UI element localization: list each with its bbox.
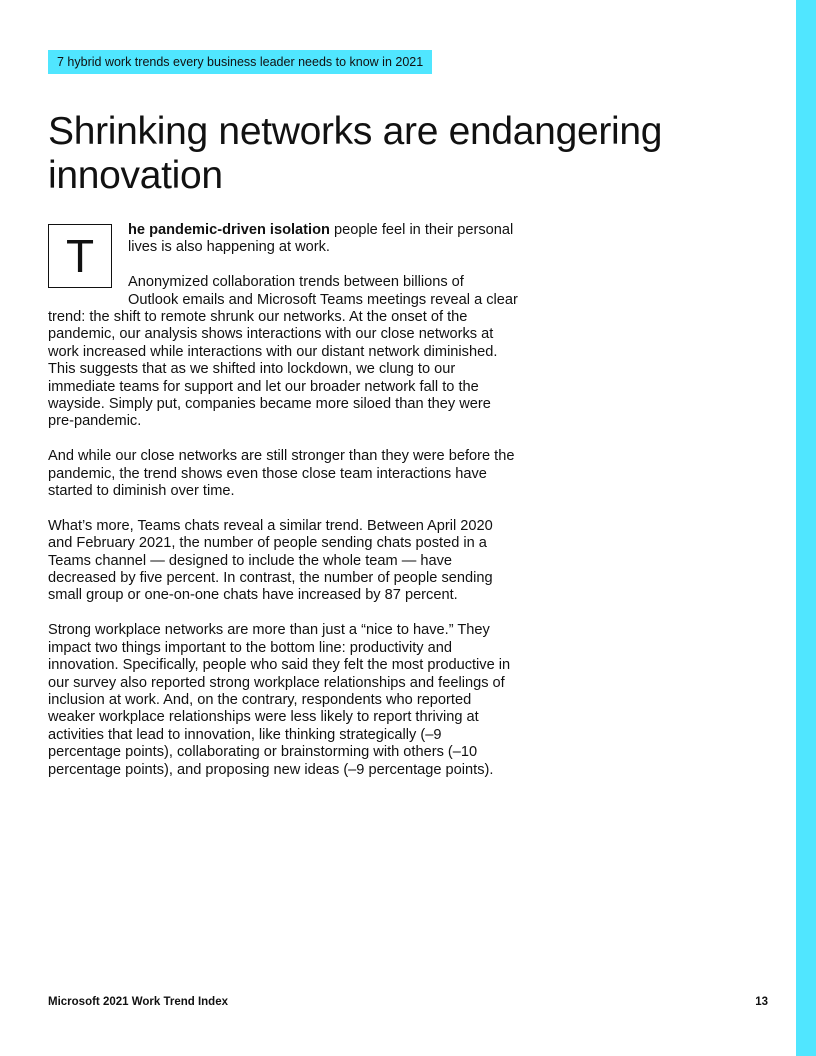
footer-publication: Microsoft 2021 Work Trend Index xyxy=(48,996,229,1008)
section-tag: 7 hybrid work trends every business leader needs to know in 2021 xyxy=(48,50,432,74)
paragraph-3: What’s more, Teams chats reveal a similar trend. Between April 2020 and February 2021, the number of people sending chats posted in a Teams channel — designed to include the whole team — have decreased by five percent. In contrast, the number of people sending small group or one-on-one chats have increased by 87 percent. xyxy=(48,517,493,604)
page-title: Shrinking networks are endangering innovation xyxy=(48,110,663,197)
page-number: 13 xyxy=(755,996,768,1008)
drop-cap: T xyxy=(48,224,112,288)
lead-bold-text: he pandemic-driven isolation xyxy=(128,222,330,238)
accent-side-bar xyxy=(796,0,816,1056)
paragraph-2: And while our close networks are still stronger than they were before the pandemic, the trend shows even those close team interactions have started to diminish over time. xyxy=(48,448,515,500)
article-body xyxy=(48,222,518,796)
lead-paragraph xyxy=(48,222,518,257)
paragraph-1: Anonymized collaboration trends between billions of Outlook emails and Microsoft Teams meetings reveal a clear trend: the shift to remote shrunk our networks. At the onset of the pandemic, our analysis shows interactions with our close networks at work increased while interactions with our distant network diminished. This suggests that as we shifted into lockdown, we clung to our immediate teams for support and let our broader network fall to the wayside. Simply put, companies became more siloed than they were pre-pandemic. xyxy=(48,274,518,430)
paragraph-4: Strong workplace networks are more than just a “nice to have.” They impact two things important to the bottom line: productivity and innovation. Specifically, people who said they felt the most productive in our survey also reported strong workplace relationships and feelings of inclusion at work. And, on the contrary, respondents who reported weaker workplace relationships were less likely to report thriving at activities that lead to innovation, like thinking strategically (–9 percentage points), collaborating or brainstorming with others (–10 percentage points), and proposing new ideas (–9 percentage points). xyxy=(48,622,511,778)
lead-text: people feel in their personal lives is also happening at work. xyxy=(128,222,514,256)
